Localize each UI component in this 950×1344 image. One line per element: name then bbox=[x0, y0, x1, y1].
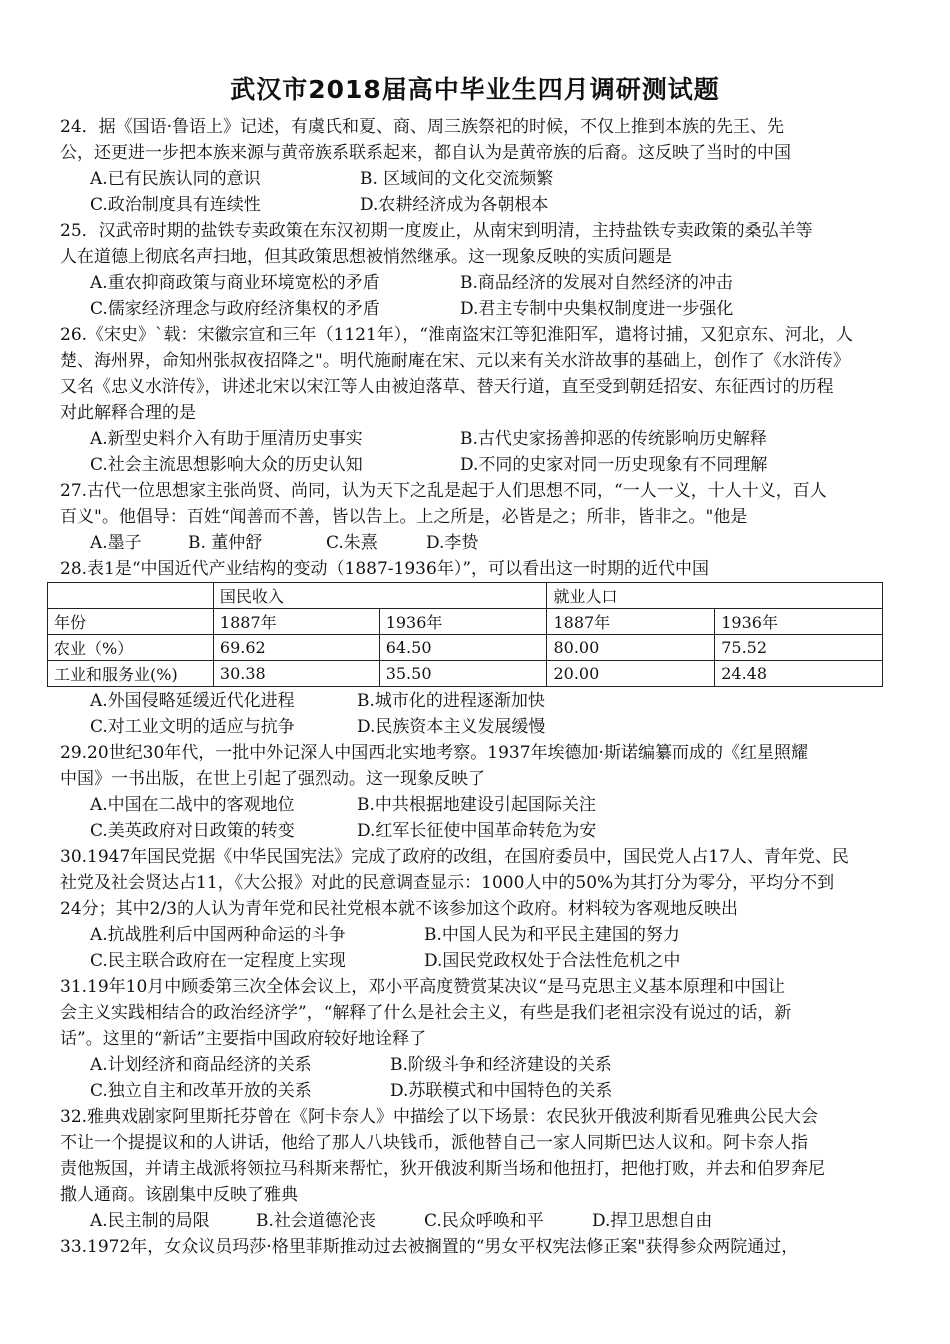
industry-structure-table bbox=[47, 582, 883, 687]
question-32-line-2: 不让一个提提议和的人讲话，他给了那人八块钱币，派他替自己一家人同斯巴达人议和。阿卡奈人指 bbox=[60, 1133, 808, 1153]
question-31-line-3: 话”。这里的“新话”主要指中国政府较好地诠释了 bbox=[60, 1029, 427, 1049]
question-26-line-1: 26.《宋史》`载：宋徽宗宣和三年（1121年），“淮南盗宋江等犯淮阳军，遣将讨捕，又犯京东、河北，人 bbox=[60, 325, 853, 345]
question-31-line-2: 会主义实践相结合的政治经济学”，“解释了什么是社会主义，有些是我们老祖宗没有说过的话，新 bbox=[60, 1003, 792, 1023]
table-row bbox=[48, 635, 883, 661]
question-29-option-c: C.美英政府对日政策的转变 bbox=[90, 821, 295, 841]
question-30-line-1: 30.1947年国民党据《中华民国宪法》完成了政府的改组，在国府委员中，国民党人占17人、青年党、民 bbox=[60, 847, 849, 867]
question-25-option-b: B.商品经济的发展对自然经济的冲击 bbox=[460, 273, 733, 293]
question-30-option-d: D.国民党政权处于合法性危机之中 bbox=[424, 951, 681, 971]
question-26-line-4: 对此解释合理的是 bbox=[60, 403, 196, 423]
question-28-option-b: B.城市化的进程逐渐加快 bbox=[357, 691, 545, 711]
question-31-option-b: B.阶级斗争和经济建设的关系 bbox=[390, 1055, 612, 1075]
table-group-header: 国民收入 bbox=[213, 583, 547, 609]
table-cell: 75.52 bbox=[715, 635, 883, 661]
question-30-option-c: C.民主联合政府在一定程度上实现 bbox=[90, 951, 346, 971]
question-32-option-b: B.社会道德沦丧 bbox=[256, 1211, 376, 1231]
question-29-option-b: B.中共根据地建设引起国际关注 bbox=[357, 795, 596, 815]
question-28-line-1: 28.表1是“中国近代产业结构的变动（1887-1936年）”，可以看出这一时期的近代中国 bbox=[60, 559, 710, 579]
question-30-option-b: B.中国人民为和平民主建国的努力 bbox=[424, 925, 680, 945]
table-group-header: 就业人口 bbox=[547, 583, 883, 609]
question-30-line-2: 社党及社会贤达占11，《大公报》对此的民意调查显示：1000人中的50%为其打分为零分，平均分不到 bbox=[60, 873, 835, 893]
question-25-line-2: 人在道德上彻底名声扫地，但其政策思想被悄然继承。这一现象反映的实质问题是 bbox=[60, 247, 672, 267]
question-26-option-c: C.社会主流思想影响大众的历史认知 bbox=[90, 455, 363, 475]
question-24-option-b: B. 区域间的文化交流频繁 bbox=[360, 169, 554, 189]
table-cell: 64.50 bbox=[379, 635, 547, 661]
table-row bbox=[48, 661, 883, 687]
question-32-option-d: D.捍卫思想自由 bbox=[592, 1211, 713, 1231]
question-28-option-d: D.民族资本主义发展缓慢 bbox=[357, 717, 546, 737]
question-26-line-3: 又名《忠义水浒传》，讲述北宋以宋江等人由被迫落草、替天行道，直至受到朝廷招安、东征西讨的历程 bbox=[60, 377, 834, 397]
table-cell: 1936年 bbox=[715, 609, 883, 635]
question-31-option-d: D.苏联模式和中国特色的关系 bbox=[390, 1081, 613, 1101]
table-row bbox=[48, 609, 883, 635]
question-32-option-a: A.民主制的局限 bbox=[90, 1211, 210, 1231]
question-29-option-a: A.中国在二战中的客观地位 bbox=[90, 795, 295, 815]
table-cell: 80.00 bbox=[547, 635, 715, 661]
table-header-row bbox=[48, 583, 883, 609]
question-25-option-d: D.君主专制中央集权制度进一步强化 bbox=[460, 299, 734, 319]
question-33-line-1: 33.1972年，女众议员玛莎·格里菲斯推动过去被搁置的“男女平权宪法修正案"获得参众两院通过， bbox=[60, 1237, 799, 1257]
table-cell: 30.38 bbox=[213, 661, 379, 687]
table-cell: 1936年 bbox=[379, 609, 547, 635]
question-32-line-4: 撒人通商。该剧集中反映了雅典 bbox=[60, 1185, 298, 1205]
table-cell: 69.62 bbox=[213, 635, 379, 661]
question-31-option-c: C.独立自主和改革开放的关系 bbox=[90, 1081, 312, 1101]
table-cell bbox=[48, 583, 214, 609]
question-24-option-d: D.农耕经济成为各朝根本 bbox=[360, 195, 549, 215]
table-cell: 农业（%） bbox=[48, 635, 214, 661]
question-27-option-a: A.墨子 bbox=[90, 533, 142, 553]
question-24-option-c: C.政治制度具有连续性 bbox=[90, 195, 261, 215]
question-31-line-1: 31.19年10月中顾委第三次全体会议上，邓小平高度赞赏某决议“是马克思主义基本原理和中国让 bbox=[60, 977, 785, 997]
question-29-line-2: 中国》一书出版，在世上引起了强烈动。这一现象反映了 bbox=[60, 769, 485, 789]
question-27-option-b: B. 董仲舒 bbox=[188, 533, 263, 553]
question-27-line-2: 百义"。他倡导：百姓“闻善而不善，皆以告上。上之所是，必皆是之；所非，皆非之。"他是 bbox=[60, 507, 748, 527]
question-32-line-3: 责他叛国，并请主战派将领拉马科斯来帮忙，狄开俄波利斯当场和他扭打，把他打败，并去和伯罗奔尼 bbox=[60, 1159, 825, 1179]
question-24-option-a: A.已有民族认同的意识 bbox=[90, 169, 261, 189]
question-26-option-d: D.不同的史家对同一历史现象有不同理解 bbox=[460, 455, 768, 475]
question-29-option-d: D.红军长征使中国革命转危为安 bbox=[357, 821, 597, 841]
question-25-option-c: C.儒家经济理念与政府经济集权的矛盾 bbox=[90, 299, 380, 319]
question-27-option-c: C.朱熹 bbox=[326, 533, 378, 553]
table-cell: 24.48 bbox=[715, 661, 883, 687]
question-31-option-a: A.计划经济和商品经济的关系 bbox=[90, 1055, 312, 1075]
question-32-line-1: 32.雅典戏剧家阿里斯托芬曾在《阿卡奈人》中描绘了以下场景：农民狄开俄波利斯看见雅典公民大会 bbox=[60, 1107, 819, 1127]
question-26-option-b: B.古代史家扬善抑恶的传统影响历史解释 bbox=[460, 429, 767, 449]
table-cell: 1887年 bbox=[547, 609, 715, 635]
question-29-line-1: 29.20世纪30年代，一批中外记深人中国西北实地考察。1937年埃德加·斯诺编纂而成的《红星照耀 bbox=[60, 743, 808, 763]
question-25-option-a: A.重农抑商政策与商业环境宽松的矛盾 bbox=[90, 273, 380, 293]
question-26-option-a: A.新型史料介入有助于厘清历史事实 bbox=[90, 429, 363, 449]
question-30-line-3: 24分；其中2/3的人认为青年党和民社党根本就不该参加这个政府。材料较为客观地反映出 bbox=[60, 899, 738, 919]
table-cell: 35.50 bbox=[379, 661, 547, 687]
page-title: 武汉市2018届高中毕业生四月调研测试题 bbox=[230, 75, 720, 104]
question-24-line-2: 公，还更进一步把本族来源与黄帝族系联系起来，都自认为是黄帝族的后裔。这反映了当时的中国 bbox=[60, 143, 791, 163]
question-25-line-1: 25．汉武帝时期的盐铁专卖政策在东汉初期一度废止，从南宋到明清，主持盐铁专卖政策的桑弘羊等 bbox=[60, 221, 813, 241]
question-24-line-1: 24．据《国语·鲁语上》记述，有虞氏和夏、商、周三族祭祀的时候，不仅上推到本族的先王、先 bbox=[60, 117, 785, 137]
question-26-line-2: 楚、海州界，命知州张叔夜招降之"。明代施耐庵在宋、元以来有关水浒故事的基础上，创作了《水浒传》 bbox=[60, 351, 850, 371]
question-32-option-c: C.民众呼唤和平 bbox=[424, 1211, 544, 1231]
question-27-option-d: D.李贽 bbox=[426, 533, 479, 553]
question-28-option-a: A.外国侵略延缓近代化进程 bbox=[90, 691, 295, 711]
question-28-option-c: C.对工业文明的适应与抗争 bbox=[90, 717, 295, 737]
table-cell: 1887年 bbox=[213, 609, 379, 635]
table-cell: 工业和服务业(%) bbox=[48, 661, 214, 687]
question-30-option-a: A.抗战胜利后中国两种命运的斗争 bbox=[90, 925, 346, 945]
question-27-line-1: 27.古代一位思想家主张尚贤、尚同，认为天下之乱是起于人们思想不同，“一人一义，十人十义，百人 bbox=[60, 481, 827, 501]
table-cell: 20.00 bbox=[547, 661, 715, 687]
table-cell: 年份 bbox=[48, 609, 214, 635]
